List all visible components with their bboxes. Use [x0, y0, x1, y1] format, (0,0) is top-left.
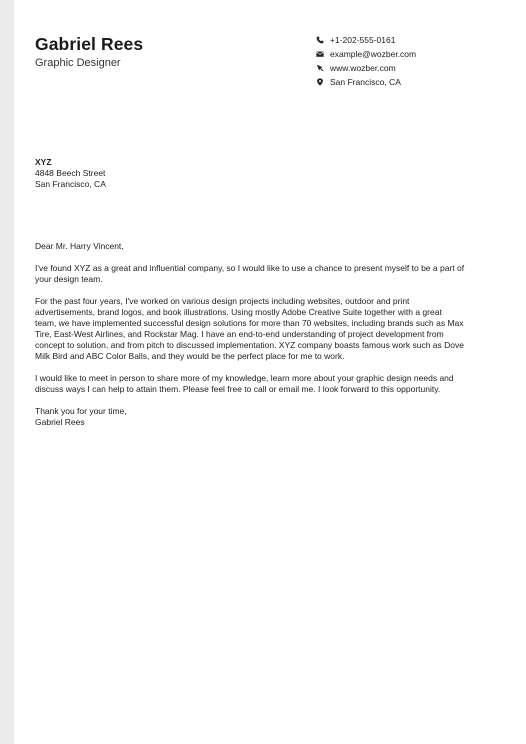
recipient-company: XYZ — [35, 157, 52, 167]
contact-phone-text: +1-202-555-0161 — [330, 35, 396, 45]
contact-list — [315, 33, 416, 89]
letter-closing: Thank you for your time, — [35, 406, 127, 416]
envelope-icon — [315, 50, 324, 59]
location-pin-icon — [315, 78, 324, 87]
applicant-role: Graphic Designer — [35, 57, 121, 69]
recipient-city: San Francisco, CA — [35, 179, 106, 189]
letter-body — [35, 241, 465, 428]
phone-icon — [315, 36, 324, 45]
letter-paragraph-1: I've found XYZ as a great and influential company, so I would like to use a chance to present myself to be a part of your design team. — [35, 263, 465, 284]
recipient-street: 4848 Beech Street — [35, 168, 106, 178]
letter-greeting: Dear Mr. Harry Vincent, — [35, 241, 124, 251]
contact-website — [315, 61, 416, 75]
recipient-address — [35, 157, 106, 190]
letter-page — [14, 0, 526, 744]
contact-email-text: example@wozber.com — [330, 49, 417, 59]
letter-paragraph-3: I would like to meet in person to share more of my knowledge, learn more about your graphic design needs and discuss ways I can help to attain them. Please feel free to call or email me. I look forward to this opportunity. — [35, 373, 454, 394]
contact-location-text: San Francisco, CA — [330, 77, 401, 87]
contact-website-text: www.wozber.com — [330, 63, 396, 73]
letter-signature: Gabriel Rees — [35, 417, 85, 427]
letter-paragraph-2: For the past four years, I've worked on various design projects including websites, outdoor and print advertisements, brand logos, and book illustrations. Using mostly Adobe Creative Suite together with a great team, we have implemented successful design solutions for more than 70 websites, including brands such as Max Tire, East-West Airlines, and Rockstar Mag. I have an end-to-end understanding of project development from concept to solution, and from pitch to discussed implementation. XYZ company boasts famous work such as Dove Milk Bird and ABC Color Balls, and they would be the perfect place for me to work. — [35, 296, 464, 361]
contact-location — [315, 75, 416, 89]
contact-phone — [315, 33, 416, 47]
cursor-icon — [315, 64, 324, 73]
contact-email — [315, 47, 416, 61]
applicant-name: Gabriel Rees — [35, 34, 144, 54]
